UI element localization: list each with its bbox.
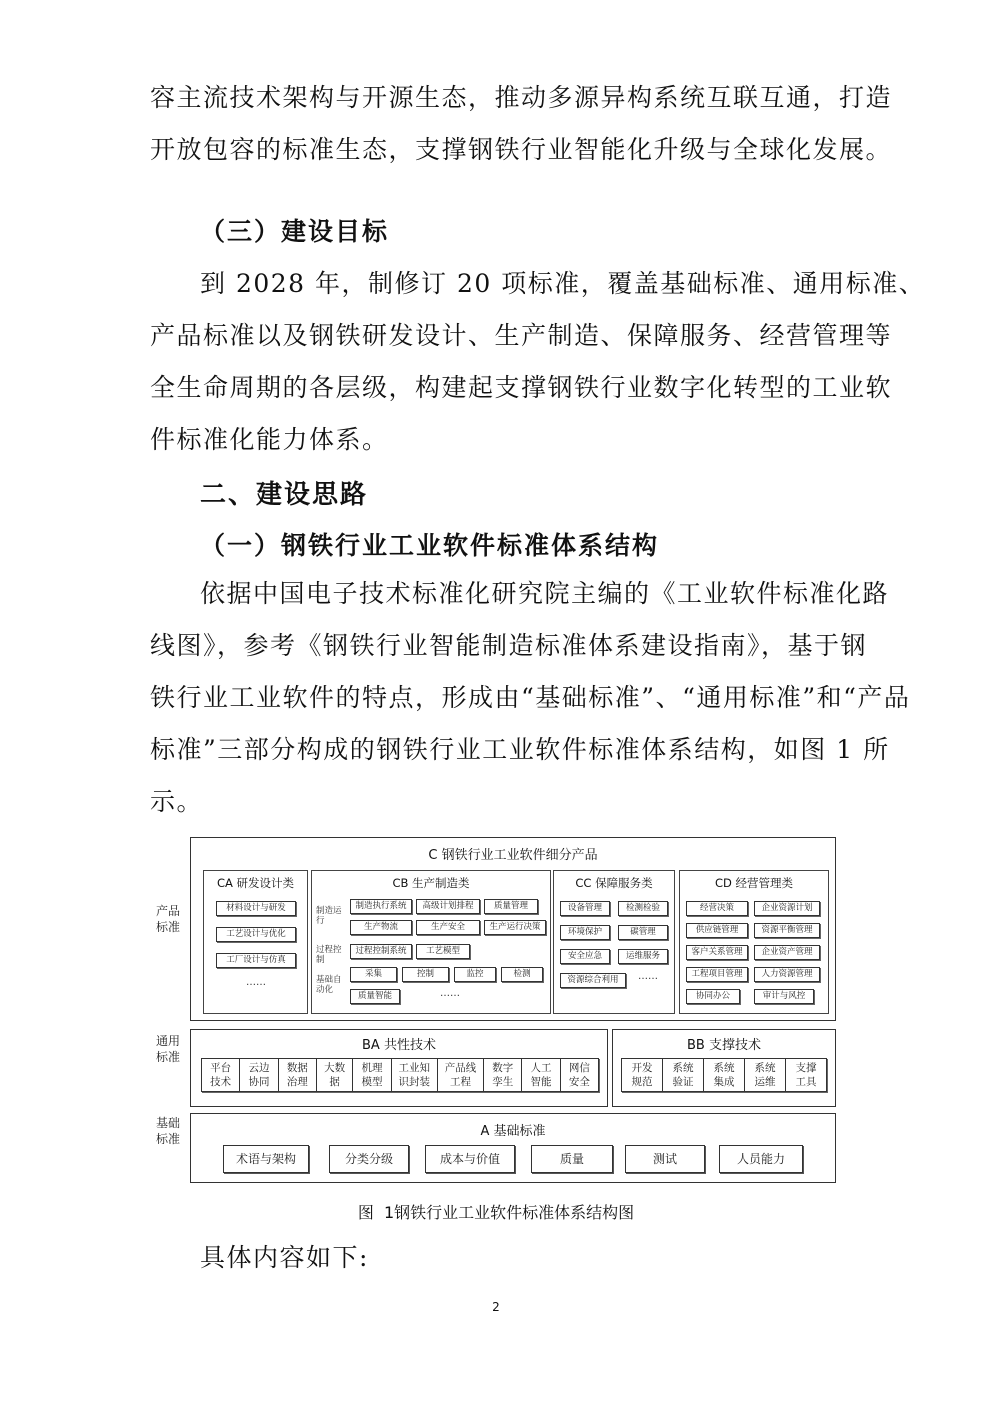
text-line: 件标准化能力体系。 — [150, 425, 389, 454]
item-pill: 监控 — [454, 967, 496, 982]
text-line: 全生命周期的各层级，构建起支撑钢铁行业数字化转型的工业软 — [150, 373, 893, 402]
text-line: 示。 — [150, 787, 204, 816]
item-pill: 质量管理 — [484, 899, 538, 914]
item-pill: 质量智能 — [350, 989, 400, 1004]
tech-cell: 系统 验证 — [663, 1059, 704, 1091]
tech-cell: 工业知 识封装 — [392, 1059, 438, 1091]
category-cd-title: CD 经营管理类 — [714, 876, 794, 890]
tech-cell: 机理 模型 — [353, 1059, 391, 1091]
item-pill: 设备管理 — [560, 901, 610, 916]
text-line: 铁行业工业软件的特点，形成由“基础标准”、“通用标准”和“产品 — [150, 683, 911, 712]
paragraph-goal — [150, 258, 926, 466]
group-label: 基础自动化 — [316, 975, 342, 995]
category-cc — [553, 870, 675, 1014]
text-line: 容主流技术架构与开源生态，推动多源异构系统互联互通，打造 — [150, 83, 893, 112]
base-item: 术语与架构 — [223, 1145, 309, 1173]
item-pill: 采集 — [350, 967, 397, 982]
tech-cell: 平台 技术 — [202, 1059, 240, 1091]
heading-standard-structure: （一）钢铁行业工业软件标准体系结构 — [200, 531, 660, 560]
paragraph-intro-continued — [150, 72, 893, 176]
a-title: A 基础标准 — [480, 1124, 546, 1139]
item-pill: 控制 — [402, 967, 449, 982]
item-pill: 工艺设计与优化 — [216, 927, 296, 942]
category-cd — [679, 870, 829, 1014]
item-pill: 检测 — [501, 967, 543, 982]
item-pill: 企业资产管理 — [754, 945, 820, 960]
text-line: 依据中国电子技术标准化研究院主编的《工业软件标准化路 — [200, 579, 890, 608]
item-pill: 生产安全 — [416, 920, 480, 935]
base-item: 成本与价值 — [425, 1145, 515, 1173]
base-item: 质量 — [531, 1145, 613, 1173]
item-pill: 安全应急 — [560, 949, 610, 964]
tech-cell: 产品线 工程 — [438, 1059, 484, 1091]
item-pill: 资源平衡管理 — [754, 923, 820, 938]
item-pill: 协同办公 — [686, 989, 740, 1004]
item-pill: 工厂设计与仿真 — [216, 953, 296, 968]
ba-tech-row — [201, 1058, 599, 1092]
text-line: 线图》，参考《钢铁行业智能制造标准体系建设指南》，基于钢 — [150, 631, 868, 660]
tech-cell: 开发 规范 — [622, 1059, 663, 1091]
paragraph-details: 具体内容如下: — [200, 1243, 369, 1272]
side-label-basic: 基础标准 — [156, 1116, 181, 1146]
item-pill: 制造执行系统 — [350, 899, 412, 914]
tech-cell: 支撑 工具 — [795, 1062, 817, 1088]
figure-caption — [0, 1200, 992, 1223]
item-pill: 环境保护 — [560, 925, 610, 940]
category-ca — [203, 870, 308, 1014]
category-cb-title: CB 生产制造类 — [392, 876, 470, 890]
item-pill: 资源综合利用 — [560, 973, 626, 988]
category-cc-title: CC 保障服务类 — [575, 876, 653, 890]
caption-text: 钢铁行业工业软件标准体系结构图 — [394, 1203, 635, 1222]
item-pill: 工程项目管理 — [686, 967, 748, 982]
basic-layer-a — [190, 1113, 836, 1183]
base-item: 分类分级 — [329, 1145, 409, 1173]
item-pill: 客户关系管理 — [686, 945, 748, 960]
general-layer-ba — [190, 1029, 608, 1107]
item-pill: 材料设计与研发 — [216, 901, 296, 916]
group-label: 过程控制 — [316, 945, 342, 965]
tech-cell: 数字 孪生 — [484, 1059, 522, 1091]
product-layer — [190, 837, 836, 1021]
item-pill: 供应链管理 — [686, 923, 748, 938]
side-label-general: 通用标准 — [156, 1034, 181, 1064]
text-line: 到 2028 年，制修订 20 项标准，覆盖基础标准、通用标准、 — [200, 269, 926, 298]
standard-structure-figure — [150, 837, 840, 1187]
ellipsis: …… — [638, 971, 658, 982]
tech-cell: 云边 协同 — [240, 1059, 278, 1091]
heading-construction-ideas: 二、建设思路 — [200, 480, 369, 510]
item-pill: 审计与风控 — [754, 989, 814, 1004]
tech-cell: 大数 据 — [317, 1059, 353, 1091]
item-pill: 高级计划排程 — [416, 899, 480, 914]
paragraph-structure — [150, 568, 911, 828]
item-pill: 检测检验 — [618, 901, 668, 916]
tech-cell: 系统 集成 — [704, 1059, 745, 1091]
tech-cell: 数据 治理 — [279, 1059, 317, 1091]
item-pill: 生产运行决策 — [484, 920, 546, 935]
tech-cell: 人工 智能 — [522, 1059, 560, 1091]
bb-tech-row — [621, 1058, 827, 1092]
heading-construction-goal: （三）建设目标 — [200, 217, 390, 246]
ellipsis: …… — [246, 977, 266, 988]
caption-label: 图 1 — [357, 1203, 395, 1222]
tech-cell: 网信 安全 — [568, 1062, 590, 1088]
item-pill: 经营决策 — [686, 901, 748, 916]
item-pill: 生产物流 — [350, 920, 412, 935]
item-pill: 碳管理 — [618, 925, 668, 940]
category-ca-title: CA 研发设计类 — [216, 876, 295, 890]
item-pill: 过程控制系统 — [350, 944, 412, 959]
text-line: 产品标准以及钢铁研发设计、生产制造、保障服务、经营管理等 — [150, 321, 893, 350]
category-cb — [311, 870, 551, 1014]
ellipsis: …… — [440, 988, 460, 999]
ba-title: BA 共性技术 — [362, 1038, 436, 1053]
bb-title: BB 支撑技术 — [687, 1038, 761, 1053]
text-line: 开放包容的标准生态，支撑钢铁行业智能化升级与全球化发展。 — [150, 135, 893, 164]
product-layer-title: C 钢铁行业工业软件细分产品 — [428, 848, 598, 863]
page-number: 2 — [492, 1300, 500, 1314]
item-pill: 企业资源计划 — [754, 901, 820, 916]
item-pill: 工艺模型 — [416, 944, 470, 959]
general-layer-bb — [612, 1029, 836, 1107]
side-label-product: 产品标准 — [156, 904, 181, 934]
group-label: 制造运行 — [316, 906, 342, 926]
base-item: 测试 — [625, 1145, 705, 1173]
text-line: 标准”三部分构成的钢铁行业工业软件标准体系结构，如图 1 所 — [150, 735, 890, 764]
tech-cell: 系统 运维 — [745, 1059, 786, 1091]
item-pill: 人力资源管理 — [754, 967, 820, 982]
base-item: 人员能力 — [719, 1145, 803, 1173]
item-pill: 运维服务 — [618, 949, 668, 964]
